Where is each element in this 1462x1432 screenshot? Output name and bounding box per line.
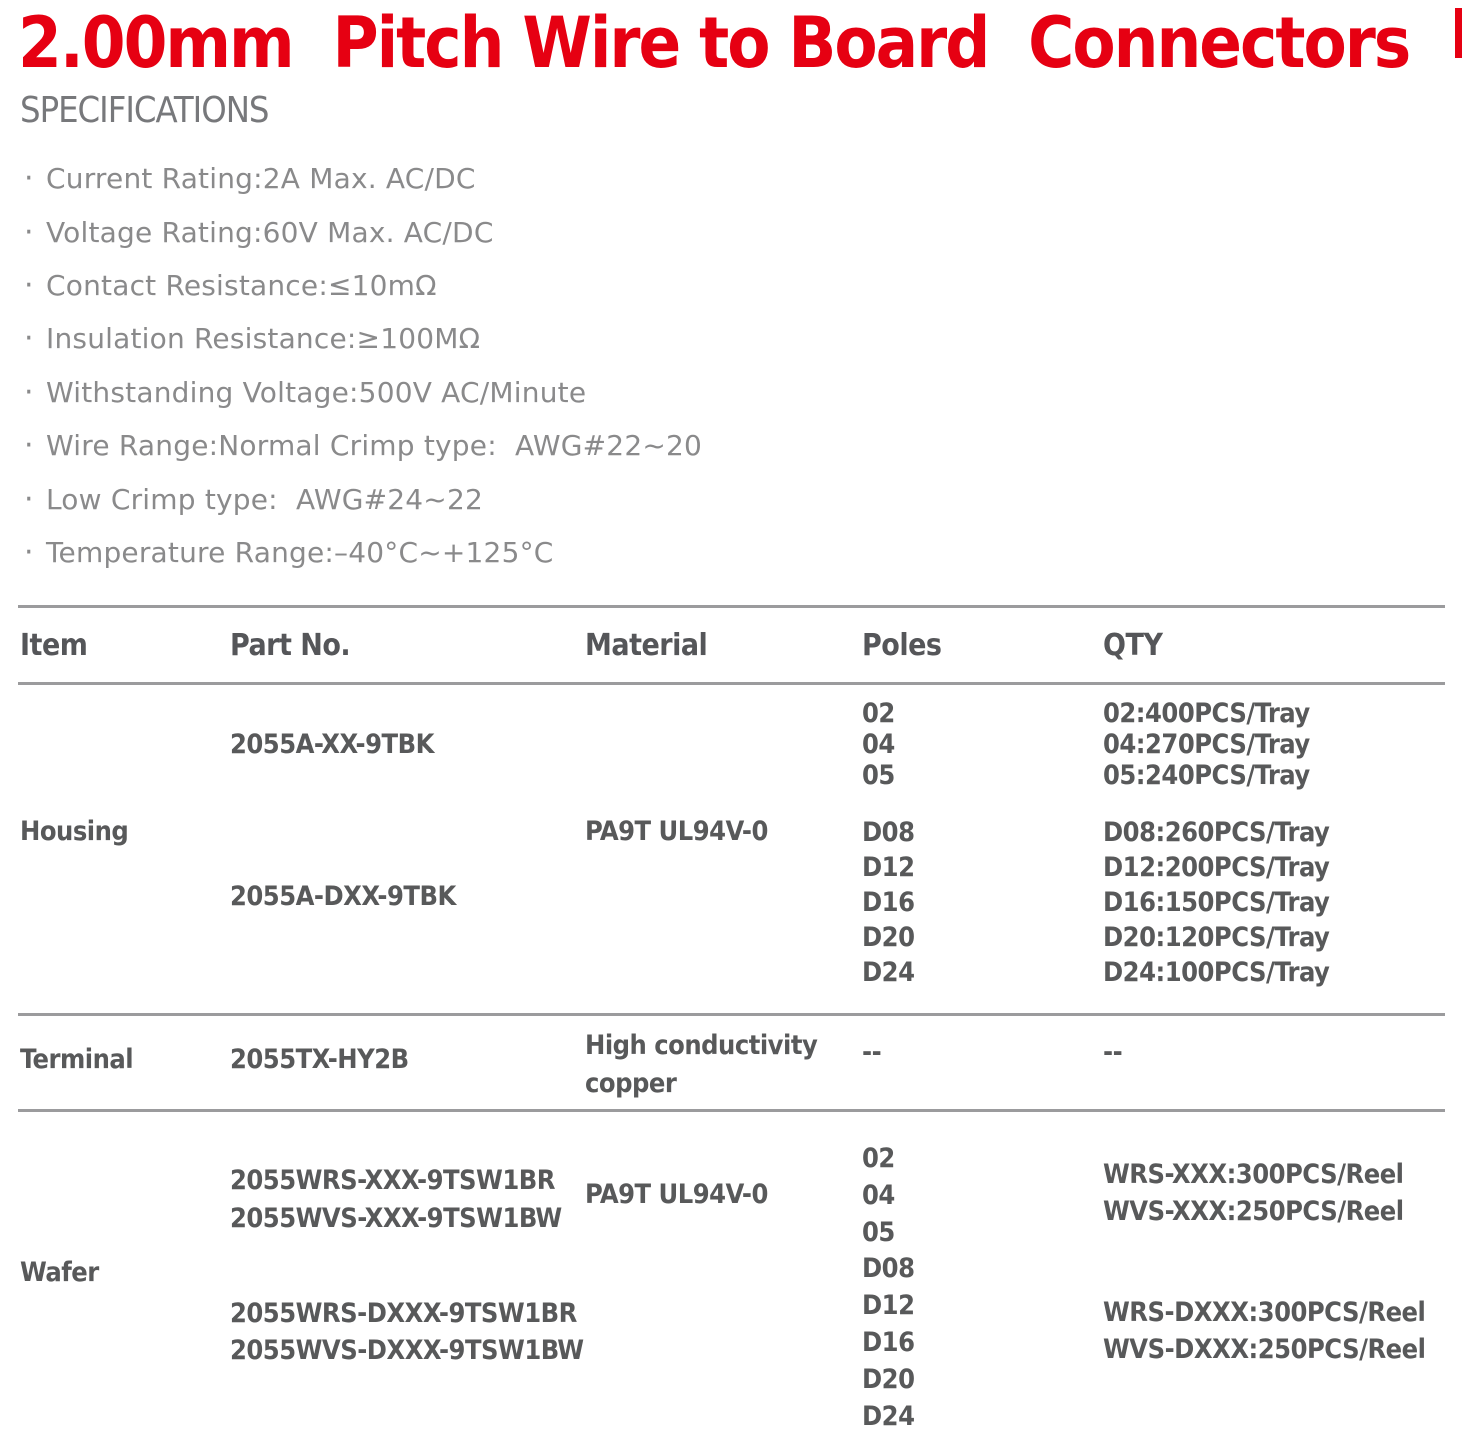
page-title: 2.00mm Pitch Wire to Board Connectors <box>18 2 1410 84</box>
column-header-poles: Poles <box>862 627 942 663</box>
qty-value: D24:100PCS/Tray <box>1103 957 1330 988</box>
spec-item-low-crimp <box>24 472 924 525</box>
pole-value: D16 <box>862 1327 915 1358</box>
pole-value: D08 <box>862 1253 915 1284</box>
item-name: Terminal <box>20 1044 134 1075</box>
poles-list <box>862 1250 914 1432</box>
pole-value: D20 <box>862 922 915 953</box>
material-value: High conductivity copper <box>585 1030 818 1099</box>
parts-table <box>18 605 1445 1432</box>
spec-text: Low Crimp type: AWG#24~22 <box>46 482 483 516</box>
table-row-housing <box>18 685 1445 1013</box>
part-number: 2055WVS-DXXX-9TSW1BW <box>230 1335 584 1366</box>
qty-value: 02:400PCS/Tray <box>1103 698 1310 729</box>
table-row-wafer <box>18 1112 1445 1432</box>
corner-red-mark <box>1455 8 1462 58</box>
poles-list <box>862 1140 895 1251</box>
part-number: 2055WRS-DXXX-9TSW1BR <box>230 1298 577 1329</box>
pole-value: D20 <box>862 1364 915 1395</box>
qty-list <box>1103 815 1329 990</box>
material-value: PA9T UL94V-0 <box>585 816 768 847</box>
bullet-icon: · <box>24 534 34 570</box>
poles-placeholder: -- <box>862 1037 882 1068</box>
bullet-icon: · <box>24 214 34 250</box>
bullet-icon: · <box>24 267 34 303</box>
pole-value: 02 <box>862 698 895 729</box>
pole-value: 05 <box>862 760 895 791</box>
column-header-item: Item <box>20 627 88 663</box>
item-name: Housing <box>20 816 129 847</box>
qty-value: 05:240PCS/Tray <box>1103 760 1310 791</box>
pole-value: D24 <box>862 1401 915 1432</box>
qty-value: WVS-DXXX:250PCS/Reel <box>1103 1334 1426 1365</box>
spec-item-current-rating <box>24 152 924 205</box>
bullet-icon: · <box>24 161 34 197</box>
pole-value: D12 <box>862 852 915 883</box>
pole-value: 04 <box>862 1180 895 1211</box>
table-row-terminal <box>18 1016 1445 1109</box>
pole-value: D24 <box>862 957 915 988</box>
qty-value: 04:270PCS/Tray <box>1103 729 1310 760</box>
bullet-icon: · <box>24 481 34 517</box>
qty-placeholder: -- <box>1103 1037 1123 1068</box>
qty-list <box>1103 698 1310 791</box>
spec-text: Insulation Resistance:≥100MΩ <box>46 322 481 356</box>
spec-text: Current Rating:2A Max. AC/DC <box>46 162 476 196</box>
material-value: PA9T UL94V-0 <box>585 1179 768 1210</box>
part-number-list <box>230 1161 562 1237</box>
column-header-material: Material <box>585 627 708 663</box>
qty-value: WRS-XXX:300PCS/Reel <box>1103 1159 1404 1190</box>
part-number: 2055A-XX-9TBK <box>230 729 434 760</box>
bullet-icon: · <box>24 374 34 410</box>
qty-value: D08:260PCS/Tray <box>1103 817 1330 848</box>
spec-text: Temperature Range:–40°C~+125°C <box>46 535 554 569</box>
qty-value: D16:150PCS/Tray <box>1103 887 1330 918</box>
qty-list <box>1103 1156 1404 1230</box>
pole-value: 02 <box>862 1143 895 1174</box>
spec-item-withstanding-voltage <box>24 366 924 419</box>
part-number: 2055A-DXX-9TBK <box>230 881 456 912</box>
spec-text: Contact Resistance:≤10mΩ <box>46 268 437 302</box>
column-header-part-no: Part No. <box>230 627 351 663</box>
pole-value: 05 <box>862 1217 895 1248</box>
spec-text: Withstanding Voltage:500V AC/Minute <box>46 375 587 409</box>
spec-text: Voltage Rating:60V Max. AC/DC <box>46 215 494 249</box>
part-number: 2055WVS-XXX-9TSW1BW <box>230 1202 562 1234</box>
pole-value: D12 <box>862 1290 915 1321</box>
bullet-icon: · <box>24 428 34 464</box>
part-number-list <box>230 1295 584 1369</box>
qty-list <box>1103 1294 1425 1368</box>
spec-item-temperature-range <box>24 526 924 579</box>
part-number: 2055TX-HY2B <box>230 1044 409 1075</box>
bullet-icon: · <box>24 321 34 357</box>
spec-item-voltage-rating <box>24 205 924 258</box>
pole-value: D16 <box>862 887 915 918</box>
qty-value: D20:120PCS/Tray <box>1103 922 1330 953</box>
spec-item-contact-resistance <box>24 259 924 312</box>
table-header-row <box>18 608 1445 682</box>
poles-list <box>862 698 895 791</box>
spec-item-wire-range <box>24 419 924 472</box>
spec-item-insulation-resistance <box>24 312 924 365</box>
item-name: Wafer <box>20 1257 99 1288</box>
poles-list <box>862 815 914 990</box>
part-number: 2055WRS-XXX-9TSW1BR <box>230 1164 555 1196</box>
qty-value: WVS-XXX:250PCS/Reel <box>1103 1196 1404 1227</box>
specifications-heading: SPECIFICATIONS <box>20 90 269 131</box>
pole-value: D08 <box>862 817 915 848</box>
spec-text: Wire Range:Normal Crimp type: AWG#22~20 <box>46 429 703 463</box>
spec-list <box>24 152 924 579</box>
qty-value: D12:200PCS/Tray <box>1103 852 1330 883</box>
column-header-qty: QTY <box>1103 627 1163 663</box>
pole-value: 04 <box>862 729 895 760</box>
qty-value: WRS-DXXX:300PCS/Reel <box>1103 1297 1426 1328</box>
